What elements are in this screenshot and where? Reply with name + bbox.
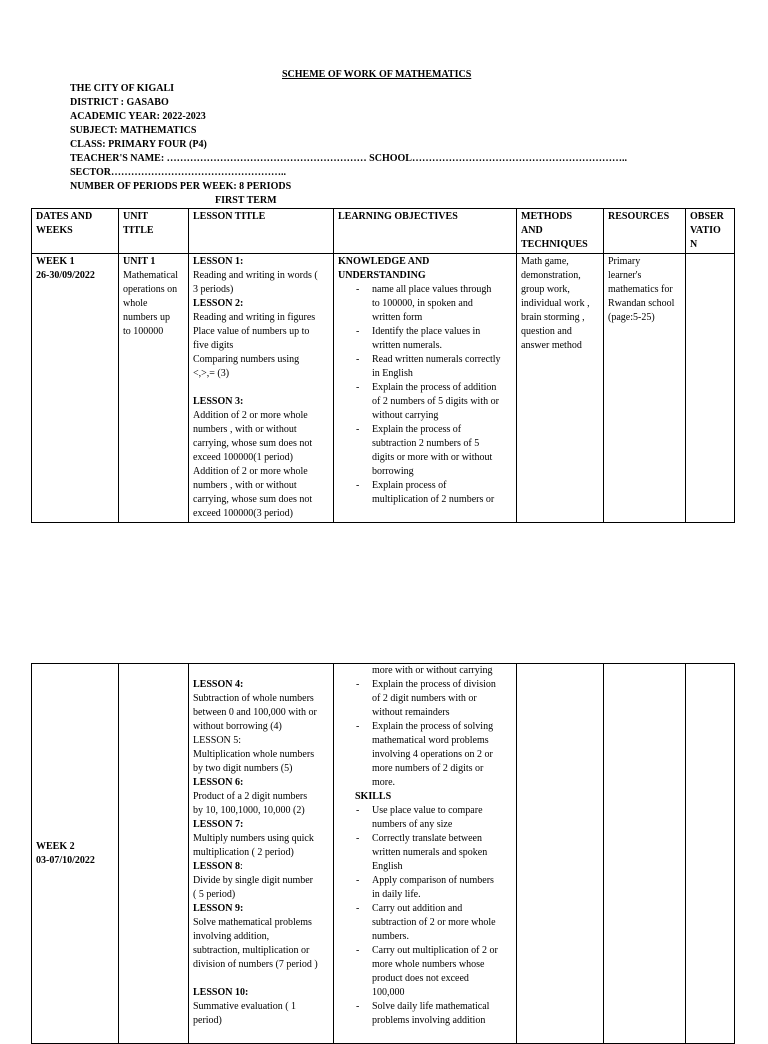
list-item: - Explain the process of addition of 2 numbers of 5 digits with or without carrying: [338, 381, 512, 423]
col-header-lesson: LESSON TITLE: [189, 209, 334, 254]
lesson-cell: LESSON 4: Subtraction of whole numbers between 0 and 100,000 with or without borrowing (4) LESSON 5: Multiplication whole numbers by two digit numbers (5) LESSON 6: Product of a 2 digit numbers by 10, 100,1000, 10,000 (2) LESSON 7: Multiply numbers using quick multiplication ( 2 period) LESSON 8: Divide by single digit number ( 5 period) LESSON 9: Solve mathematical problems involving addition, subtraction, multiplication or division of numbers (7 period ) LESSON 10: Summative evaluation ( 1 period): [189, 664, 334, 1044]
list-item: - Read written numerals correctly in English: [338, 353, 512, 381]
unit-cell: [119, 664, 189, 1044]
col-header-methods: METHODS AND TECHNIQUES: [517, 209, 604, 254]
list-item: - Carry out multiplication of 2 or more whole numbers whose product does not exceed 100,000: [338, 944, 512, 1000]
list-item: - Use place value to compare numbers of any size: [338, 804, 512, 832]
table-row: [32, 254, 735, 523]
scheme-table-week2: [31, 663, 735, 1044]
table-header-row: [32, 209, 735, 254]
objectives-list: [338, 283, 512, 507]
resources-cell: [604, 664, 686, 1044]
resources-cell: Primary learner's mathematics for Rwandan school (page:5-25): [604, 254, 686, 523]
term-label: FIRST TERM: [215, 195, 277, 206]
header-periods: NUMBER OF PERIODS PER WEEK: 8 PERIODS: [70, 181, 292, 192]
methods-cell: [517, 664, 604, 1044]
skills-list: [338, 804, 512, 1028]
header-district: DISTRICT : GASABO: [70, 97, 169, 108]
col-header-resources: RESOURCES: [604, 209, 686, 254]
document-title: SCHEME OF WORK OF MATHEMATICS: [282, 69, 472, 80]
week-cell: WEEK 1 26-30/09/2022: [32, 254, 119, 523]
observation-cell: [686, 254, 735, 523]
methods-cell: Math game, demonstration, group work, individual work , brain storming , question and answer method: [517, 254, 604, 523]
header-city: THE CITY OF KIGALI: [70, 83, 174, 94]
unit-cell: UNIT 1 Mathematical operations on whole numbers up to 100000: [119, 254, 189, 523]
header-class: CLASS: PRIMARY FOUR (P4): [70, 139, 207, 150]
skills-heading: SKILLS: [355, 791, 392, 802]
list-item: - Carry out addition and subtraction of 2 or more whole numbers.: [338, 902, 512, 944]
observation-cell: [686, 664, 735, 1044]
col-header-unit: UNIT TITLE: [119, 209, 189, 254]
col-header-dates: DATES AND WEEKS: [32, 209, 119, 254]
header-sector: SECTOR……………………………………………..: [70, 167, 286, 178]
list-item: - Explain the process of subtraction 2 numbers of 5 digits or more with or without borrowing: [338, 423, 512, 479]
objectives-list: [338, 678, 512, 790]
header-teacher-school: TEACHER'S NAME: …………………………………………………… SCHOOL………………………………………………………..: [70, 153, 627, 164]
week-cell: WEEK 2 03-07/10/2022: [32, 664, 119, 1044]
table-row: [32, 664, 735, 1044]
col-header-objectives: LEARNING OBJECTIVES: [334, 209, 517, 254]
list-item: - name all place values through to 100000, in spoken and written form: [338, 283, 512, 325]
list-item: - Correctly translate between written numerals and spoken English: [338, 832, 512, 874]
list-item: - Apply comparison of numbers in daily life.: [338, 874, 512, 902]
header-academic-year: ACADEMIC YEAR: 2022-2023: [70, 111, 206, 122]
document-header: [70, 82, 627, 194]
header-subject: SUBJECT: MATHEMATICS: [70, 125, 197, 136]
list-item: - Identify the place values in written numerals.: [338, 325, 512, 353]
list-item: - Solve daily life mathematical problems involving addition: [338, 1000, 512, 1028]
lesson-cell: LESSON 1: Reading and writing in words ( 3 periods) LESSON 2: Reading and writing in figures Place value of numbers up to five digits Comparing numbers using <,>,= (3) LESSON 3: Addition of 2 or more whole numbers , with or without carrying, whose sum does not exceed 100000(1 period) Addition of 2 or more whole numbers , with or without carrying, whose sum does not exceed 100000(3 period): [189, 254, 334, 523]
list-item: - Explain the process of division of 2 digit numbers with or without remainders: [338, 678, 512, 720]
objectives-cell: KNOWLEDGE AND UNDERSTANDING - name all place values through to 100000, in spoken and written form - Identify the place values in written numerals. - Read written numerals correctly in English - Explain the process of addition of 2 numbers of 5 digits with or without carrying - Explain the process of subtraction 2 numbers of 5 digits or more with or without borrowing - Explain process of multiplication of 2 numbers or: [334, 254, 517, 523]
col-header-observation: OBSER VATIO N: [686, 209, 735, 254]
objectives-cell: more with or without carrying - Explain the process of division of 2 digit numbers with or without remainders - Explain the process of solving mathematical word problems involving 4 operations on 2 or more numbers of 2 digits or more. SKILLS - Use place value to compare numbers of any size - Correctly translate between written numerals and spoken English - Apply comparison of numbers in daily life. - Carry out addition and subtraction of 2 or more whole numbers. - Carry out multiplication of 2 or more whole numbers whose product does not exceed 100,000 - Solve daily life mathematical problems involving addition: [334, 664, 517, 1044]
list-item: - Explain process of multiplication of 2 numbers or: [338, 479, 512, 507]
scheme-table-week1: [31, 208, 735, 523]
list-item: - Explain the process of solving mathematical word problems involving 4 operations on 2 or more numbers of 2 digits or more.: [338, 720, 512, 790]
